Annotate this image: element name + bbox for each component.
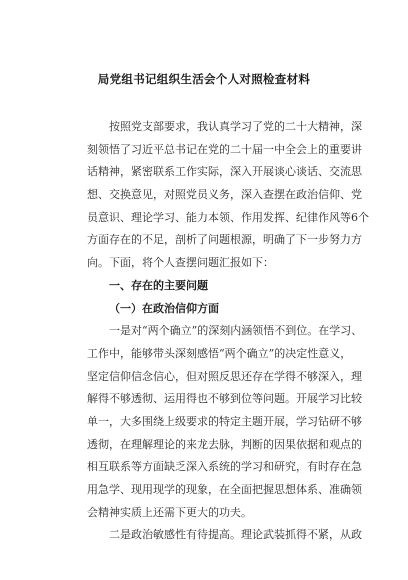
intro-line: 刻领悟了习近平总书记在党的二十届一中全会上的重要讲 [87,142,362,156]
document-title: 局党组书记组织生活会个人对照检查材料 [97,72,311,86]
intro-line: 员意识、理论学习、能力本领、作用发挥、纪律作风等6个 [87,210,369,224]
paragraph-line: 二是政治敏感性有待提高。理论武装抓得不紧，从政 [109,528,362,542]
section-heading: 一、存在的主要问题 [109,278,208,292]
document-body [87,116,369,547]
intro-line: 话精神，紧密联系工作实际，深入开展谈心谈话、交流思 [87,165,362,179]
intro-line: 按照党支部要求，我认真学习了党的二十大精神，深 [109,120,362,133]
paragraph-line: 单一，大多围绕上级要求的特定主题开展，学习钻研不够 [87,414,362,428]
paragraph-line: 用急学、现用现学的现象，在全面把握思想体系、准确领 [87,483,362,496]
intro-line: 想、交换意见，对照党员义务，深入查摆在政治信仰、党 [87,188,362,202]
paragraph-line: 工作中，能够带头深刻感悟“两个确立”的决定性意义， [87,346,352,360]
intro-line: 方面存在的不足，剖析了问题根源，明确了下一步努力方 [87,233,362,247]
intro-line: 向。下面，将个人查摆问题汇报如下： [87,256,274,270]
paragraph-line: 一是对“两个确立”的深刻内涵领悟不到位。在学习、 [109,324,363,338]
subsection-heading: （一）在政治信仰方面 [109,301,219,315]
paragraph-line: 相互联系等方面缺乏深入系统的学习和研究，有时存在急 [87,460,362,474]
paragraph-line: 会精神实质上还需下更大的功夫。 [87,505,252,519]
paragraph-line: 透彻，在理解理论的来龙去脉，判断的因果依据和观点的 [87,437,362,451]
paragraph-line: 解得不够透彻、运用得也不够到位等问题。开展学习比较 [87,392,362,406]
paragraph-line: 坚定信仰信念信心，但对照反思还存在学得不够深入，理 [87,369,362,383]
